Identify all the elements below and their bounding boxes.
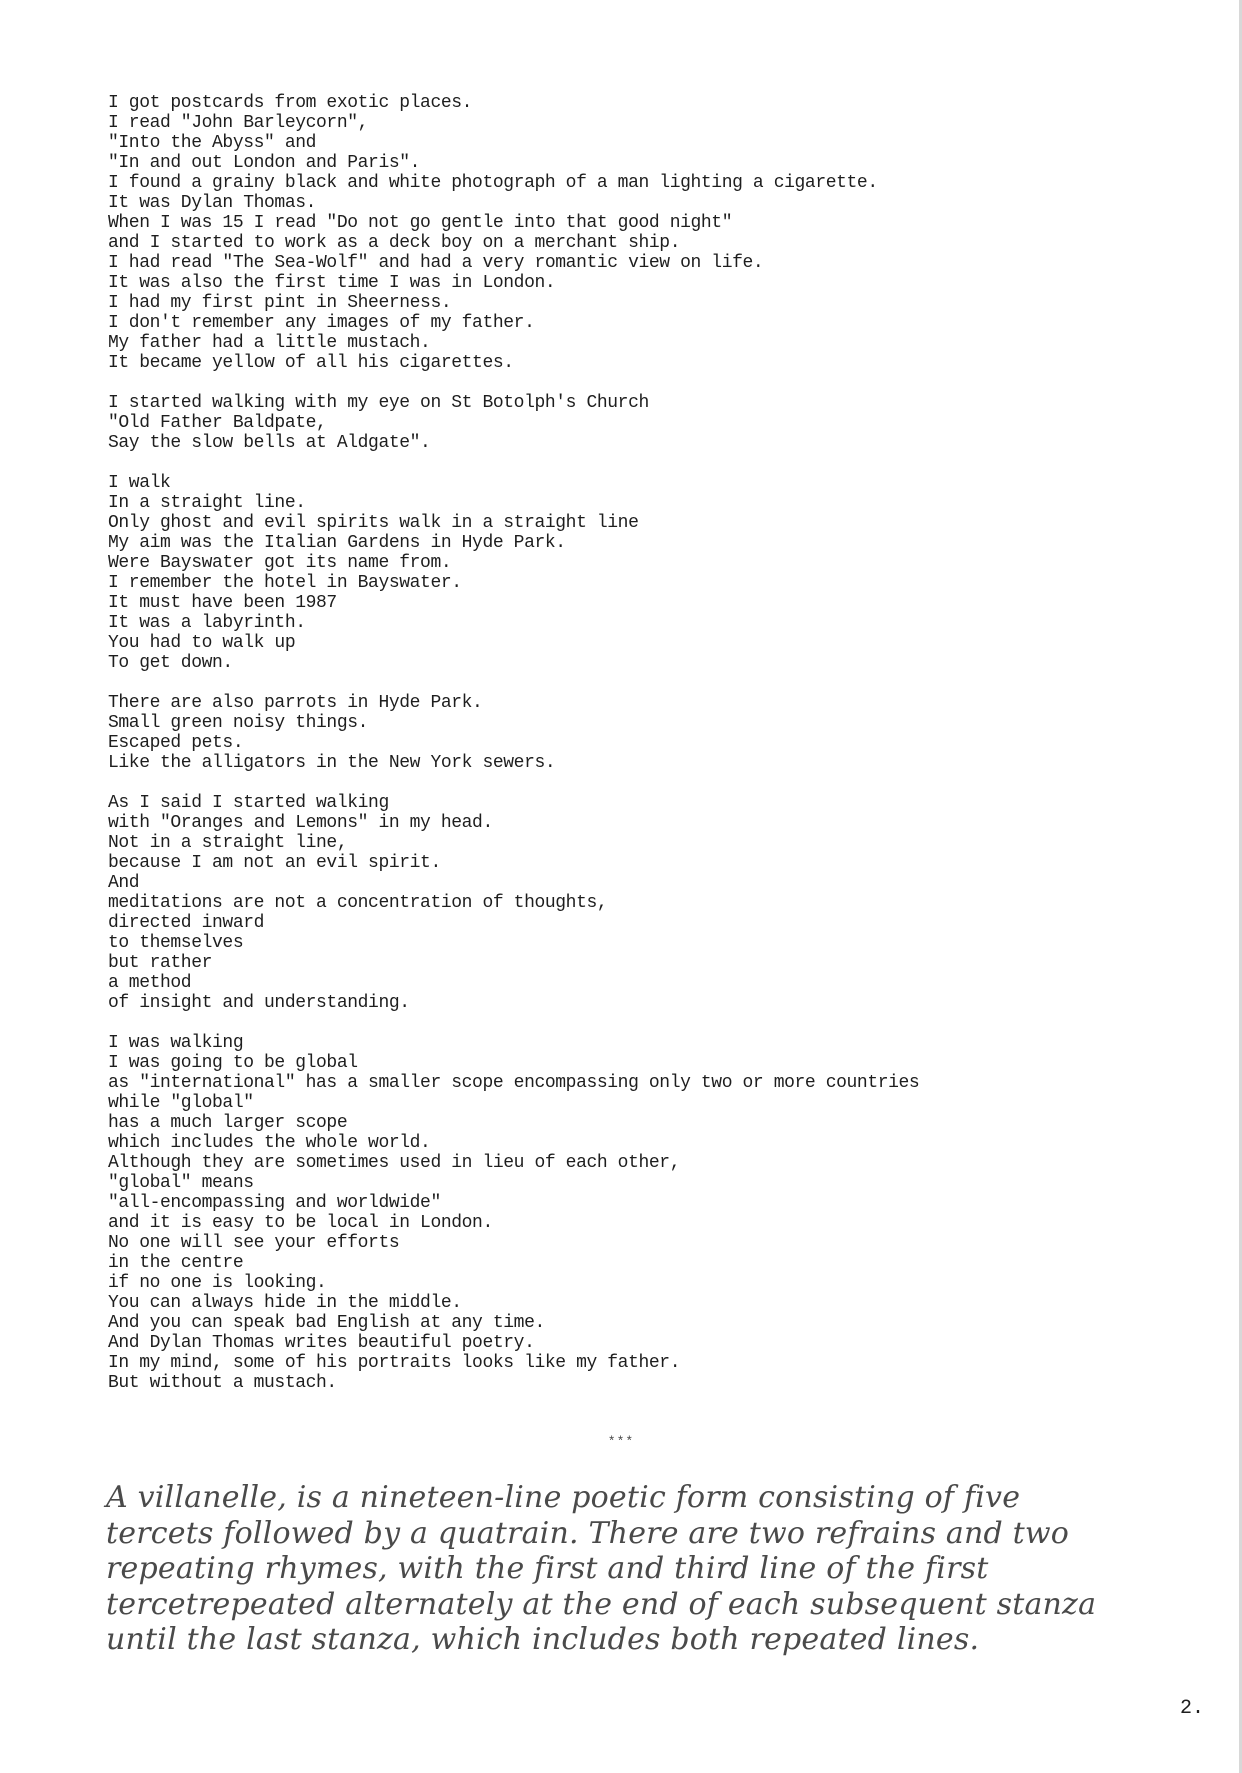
poem-line: Not in a straight line, xyxy=(108,833,348,853)
poem-line: "Old Father Baldpate, xyxy=(108,413,327,433)
poem-line: I had my first pint in Sheerness. xyxy=(108,293,452,313)
poem-line: In a straight line. xyxy=(108,493,306,513)
poem-line: As I said I started walking xyxy=(108,793,389,813)
poem-line: I got postcards from exotic places. xyxy=(108,93,473,113)
poem-line: And xyxy=(108,873,140,893)
poem-stanza xyxy=(108,473,1128,673)
poem-line: Say the slow bells at Aldgate". xyxy=(108,433,431,453)
poem-line: "In and out London and Paris". xyxy=(108,153,421,173)
poem-line: Were Bayswater got its name from. xyxy=(108,553,452,573)
poem-stanza xyxy=(108,393,1128,453)
poem-line: Small green noisy things. xyxy=(108,713,369,733)
poem-line: It was a labyrinth. xyxy=(108,613,306,633)
poem-body xyxy=(108,93,1128,1413)
poem-line: But without a mustach. xyxy=(108,1373,337,1393)
note-line: tercetrepeated alternately at the end of each subsequent stanza xyxy=(106,1586,1097,1622)
poem-line: It must have been 1987 xyxy=(108,593,337,613)
poem-line: Only ghost and evil spirits walk in a straight line xyxy=(108,513,639,533)
poem-line: There are also parrots in Hyde Park. xyxy=(108,693,483,713)
note-line: until the last stanza, which includes both repeated lines. xyxy=(106,1622,980,1657)
poem-line: meditations are not a concentration of thoughts, xyxy=(108,893,608,913)
poem-line: No one will see your efforts xyxy=(108,1233,400,1253)
poem-line: I started walking with my eye on St Botolph's Church xyxy=(108,393,649,413)
poem-line: My aim was the Italian Gardens in Hyde Park. xyxy=(108,533,566,553)
poem-line: "all-encompassing and worldwide" xyxy=(108,1193,441,1213)
poem-line: to themselves xyxy=(108,933,244,953)
poem-line: with "Oranges and Lemons" in my head. xyxy=(108,813,493,833)
poem-line: Escaped pets. xyxy=(108,733,244,753)
note-line: A villanelle, is a nineteen-line poetic form consisting of five xyxy=(106,1480,1021,1515)
poem-line: but rather xyxy=(108,953,213,973)
poem-line: and it is easy to be local in London. xyxy=(108,1213,493,1233)
poem-line: In my mind, some of his portraits looks like my father. xyxy=(108,1353,681,1373)
poem-line: "Into the Abyss" and xyxy=(108,133,317,153)
poem-line: a method xyxy=(108,973,192,993)
poem-stanza xyxy=(108,793,1128,1013)
poem-line: has a much larger scope xyxy=(108,1113,348,1133)
poem-line: because I am not an evil spirit. xyxy=(108,853,441,873)
poem-line: I was going to be global xyxy=(108,1053,358,1073)
poem-line: I walk xyxy=(108,473,171,493)
poem-line: And you can speak bad English at any time. xyxy=(108,1313,545,1333)
poem-line: of insight and understanding. xyxy=(108,993,410,1013)
poem-line: When I was 15 I read "Do not go gentle into that good night" xyxy=(108,213,733,233)
poem-line: It was also the first time I was in London. xyxy=(108,273,556,293)
poem-line: To get down. xyxy=(108,653,233,673)
poem-line: and I started to work as a deck boy on a merchant ship. xyxy=(108,233,681,253)
poem-line: It became yellow of all his cigarettes. xyxy=(108,353,514,373)
poem-line: You can always hide in the middle. xyxy=(108,1293,462,1313)
poem-line: I was walking xyxy=(108,1033,244,1053)
poem-line: "global" means xyxy=(108,1173,254,1193)
poem-line: I don't remember any images of my father. xyxy=(108,313,535,333)
poem-line: I remember the hotel in Bayswater. xyxy=(108,573,462,593)
poem-line: directed inward xyxy=(108,913,265,933)
section-separator: *** xyxy=(607,1434,635,1449)
poem-line: I had read "The Sea-Wolf" and had a very romantic view on life. xyxy=(108,253,764,273)
villanelle-note xyxy=(106,1480,1146,1658)
poem-line: And Dylan Thomas writes beautiful poetry. xyxy=(108,1333,535,1353)
poem-line: which includes the whole world. xyxy=(108,1133,431,1153)
poem-line: as "international" has a smaller scope encompassing only two or more countries xyxy=(108,1073,920,1093)
poem-line: in the centre xyxy=(108,1253,244,1273)
note-line: tercets followed by a quatrain. There are two refrains and two xyxy=(106,1515,1070,1551)
poem-line: while "global" xyxy=(108,1093,254,1113)
poem-line: Although they are sometimes used in lieu of each other, xyxy=(108,1153,681,1173)
poem-line: I found a grainy black and white photograph of a man lighting a cigarette. xyxy=(108,173,878,193)
page-number: 2. xyxy=(1180,1697,1205,1720)
poem-stanza xyxy=(108,693,1128,773)
note-line: repeating rhymes, with the first and third line of the first xyxy=(106,1551,989,1586)
poem-line: I read "John Barleycorn", xyxy=(108,113,369,133)
poem-line: if no one is looking. xyxy=(108,1273,327,1293)
poem-stanza xyxy=(108,93,1128,373)
poem-line: You had to walk up xyxy=(108,633,296,653)
poem-line: My father had a little mustach. xyxy=(108,333,431,353)
poem-line: It was Dylan Thomas. xyxy=(108,193,317,213)
poem-stanza xyxy=(108,1033,1128,1393)
poem-line: Like the alligators in the New York sewers. xyxy=(108,753,556,773)
